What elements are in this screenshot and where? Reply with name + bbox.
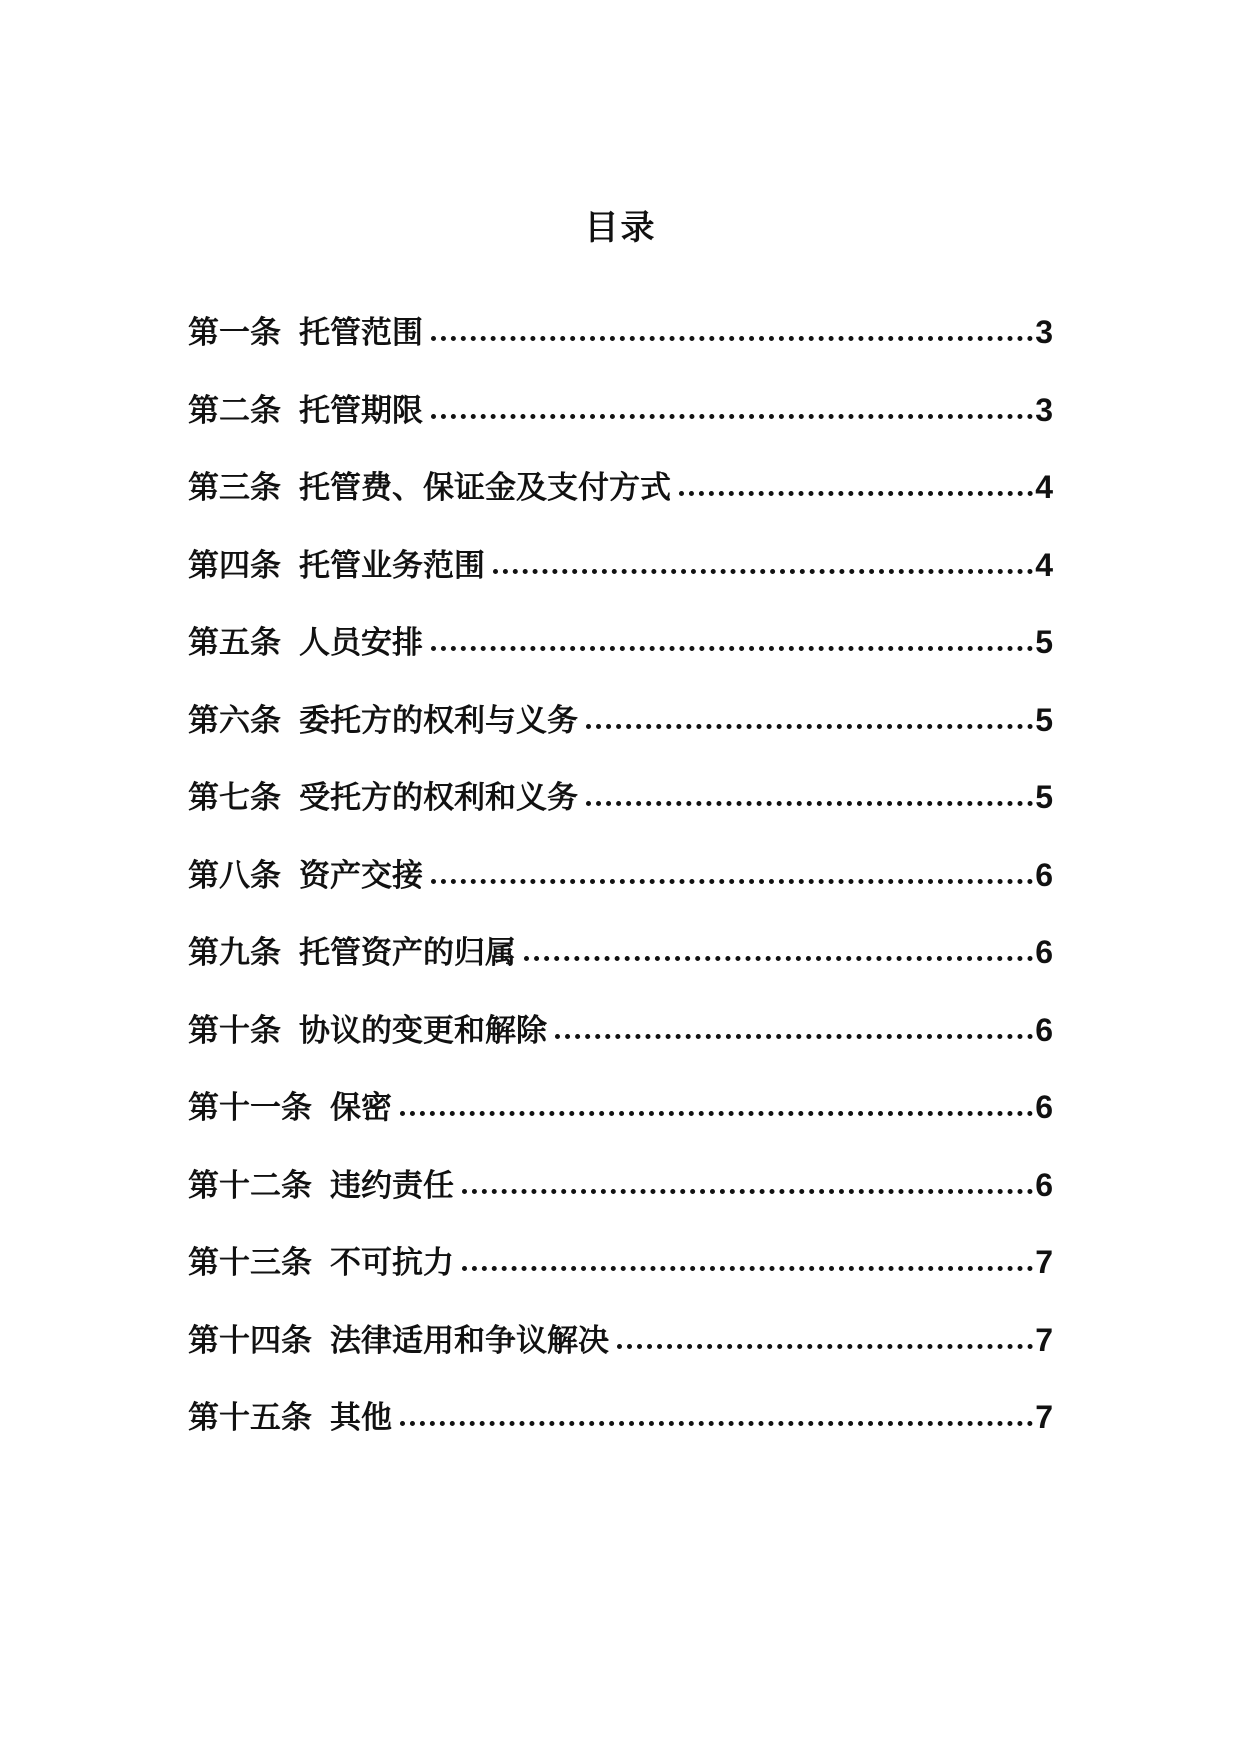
toc-entry-page-number: 3 <box>1035 314 1053 350</box>
toc-entry-heading: 受托方的权利和义务 <box>299 780 578 816</box>
toc-entry-heading: 人员安排 <box>299 625 423 661</box>
toc-entry[interactable] <box>188 467 1053 545</box>
toc-entry-article: 第三条 <box>188 470 281 506</box>
toc-entry[interactable] <box>188 1397 1053 1475</box>
toc-entry-heading: 托管费、保证金及支付方式 <box>299 470 671 506</box>
toc-dot-leader <box>462 1189 1033 1194</box>
toc-entry-article: 第十一条 <box>188 1090 312 1126</box>
toc-entry-article: 第八条 <box>188 857 281 894</box>
toc-entry-page-number: 6 <box>1035 856 1053 893</box>
toc-entry-page-number: 7 <box>1035 1321 1053 1358</box>
toc-entry-heading: 不可抗力 <box>330 1245 454 1281</box>
toc-entry-heading: 托管资产的归属 <box>299 935 516 971</box>
toc-list <box>188 312 1053 1475</box>
toc-entry[interactable] <box>188 700 1053 778</box>
toc-entry-article: 第十四条 <box>188 1322 312 1359</box>
toc-dot-leader <box>555 1034 1033 1039</box>
toc-entry-article: 第六条 <box>188 702 281 739</box>
toc-entry-heading: 法律适用和争议解决 <box>330 1322 609 1359</box>
toc-dot-leader <box>462 1266 1033 1271</box>
toc-entry[interactable] <box>188 545 1053 623</box>
toc-dot-leader <box>586 724 1033 729</box>
toc-dot-leader <box>400 1421 1033 1426</box>
toc-dot-leader <box>524 956 1033 961</box>
toc-entry-page-number: 6 <box>1035 934 1053 970</box>
toc-dot-leader <box>431 646 1033 651</box>
toc-entry-article: 第十二条 <box>188 1167 312 1204</box>
toc-entry-article: 第二条 <box>188 392 281 429</box>
toc-entry[interactable] <box>188 1165 1053 1243</box>
toc-entry-heading: 资产交接 <box>299 857 423 894</box>
toc-entry[interactable] <box>188 777 1053 855</box>
toc-entry[interactable] <box>188 1087 1053 1165</box>
toc-entry[interactable] <box>188 622 1053 700</box>
toc-dot-leader <box>431 414 1033 419</box>
toc-entry-heading: 违约责任 <box>330 1167 454 1204</box>
toc-entry-page-number: 6 <box>1035 1089 1053 1125</box>
toc-entry[interactable] <box>188 390 1053 468</box>
toc-dot-leader <box>400 1111 1033 1116</box>
toc-entry[interactable] <box>188 932 1053 1010</box>
toc-entry-page-number: 3 <box>1035 391 1053 428</box>
toc-entry-article: 第七条 <box>188 780 281 816</box>
toc-dot-leader <box>586 801 1033 806</box>
toc-entry-heading: 其他 <box>330 1400 392 1436</box>
toc-dot-leader <box>617 1344 1033 1349</box>
toc-entry-article: 第十条 <box>188 1012 281 1049</box>
toc-entry[interactable] <box>188 1010 1053 1088</box>
toc-entry-page-number: 5 <box>1035 779 1053 815</box>
toc-title: 目录 <box>584 208 657 248</box>
toc-dot-leader <box>493 569 1033 574</box>
toc-entry-article: 第十五条 <box>188 1400 312 1436</box>
toc-entry[interactable] <box>188 1242 1053 1320</box>
toc-entry-heading: 保密 <box>330 1090 392 1126</box>
toc-entry-page-number: 4 <box>1035 546 1053 583</box>
toc-entry-heading: 托管业务范围 <box>299 547 485 584</box>
toc-entry-article: 第十三条 <box>188 1245 312 1281</box>
toc-dot-leader <box>431 879 1033 884</box>
toc-entry-article: 第四条 <box>188 547 281 584</box>
toc-entry-heading: 委托方的权利与义务 <box>299 702 578 739</box>
toc-entry-page-number: 4 <box>1035 469 1053 505</box>
toc-entry-article: 第九条 <box>188 935 281 971</box>
toc-entry-page-number: 6 <box>1035 1011 1053 1048</box>
toc-entry-page-number: 7 <box>1035 1244 1053 1280</box>
toc-entry[interactable] <box>188 312 1053 390</box>
toc-entry-article: 第五条 <box>188 625 281 661</box>
toc-entry-article: 第一条 <box>188 315 281 351</box>
toc-dot-leader <box>679 491 1033 496</box>
toc-entry-heading: 协议的变更和解除 <box>299 1012 547 1049</box>
toc-entry-heading: 托管范围 <box>299 315 423 351</box>
toc-entry[interactable] <box>188 1320 1053 1398</box>
toc-entry-page-number: 5 <box>1035 701 1053 738</box>
toc-dot-leader <box>431 336 1033 341</box>
toc-entry-heading: 托管期限 <box>299 392 423 429</box>
toc-entry-page-number: 6 <box>1035 1166 1053 1203</box>
toc-entry[interactable] <box>188 855 1053 933</box>
toc-entry-page-number: 7 <box>1035 1399 1053 1435</box>
toc-entry-page-number: 5 <box>1035 624 1053 660</box>
